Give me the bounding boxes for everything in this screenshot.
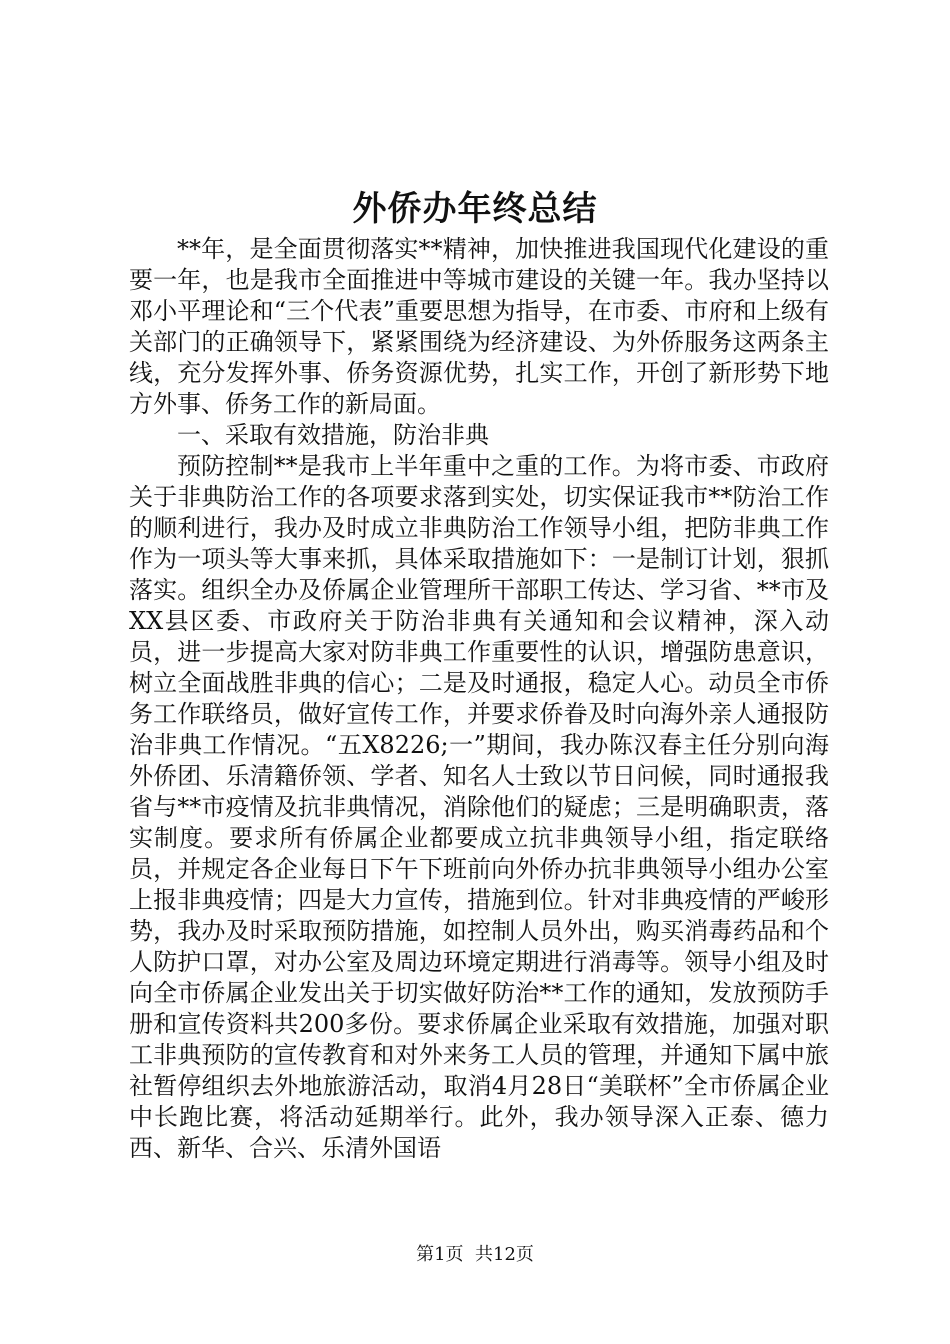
document-title: 外侨办年终总结 [352, 189, 598, 229]
intro-paragraph: **年，是全面贯彻落实**精神，加快推进我国现代化建设的重要一年，也是我市全面推进中等城市建设的关键一年。我办坚持以邓小平理论和“三个代表”重要思想为指导，在市委、市府和上级有关部门的正确领导下，紧紧围绕为经济建设、为外侨服务这两条主线，充分发挥外事、侨务资源优势，扎实工作，开创了新形势下地方外事、侨务工作的新局面。 [129, 235, 829, 418]
body-paragraph: 预防控制**是我市上半年重中之重的工作。为将市委、市政府关于非典防治工作的各项要求落到实处，切实保证我市**防治工作的顺利进行，我办及时成立非典防治工作领导小组，把防非典工作作为一项头等大事来抓，具体采取措施如下：一是制订计划，狠抓落实。组织全办及侨属企业管理所干部职工传达、学习省、**市及XX县区委、市政府关于防治非典有关通知和会议精神，深入动员，进一步提高大家对防非典工作重要性的认识，增强防患意识，树立全面战胜非典的信心；二是及时通报，稳定人心。动员全市侨务工作联络员，做好宣传工作，并要求侨眷及时向海外亲人通报防治非典工作情况。“五X8226;一”期间，我办陈汉春主任分别向海外侨团、乐清籍侨领、学者、知名人士致以节日问候，同时通报我省与**市疫情及抗非典情况，消除他们的疑虑；三是明确职责，落实制度。要求所有侨属企业都要成立抗非典领导小组，指定联络员，并规定各企业每日下午下班前向外侨办抗非典领导小组办公室上报非典疫情；四是大力宣传，措施到位。针对非典疫情的严峻形势，我办及时采取预防措施，如控制人员外出，购买消毒药品和个人防护口罩，对办公室及周边环境定期进行消毒等。领导小组及时向全市侨属企业发出关于切实做好防治**工作的通知，发放预防手册和宣传资料共200多份。要求侨属企业采取有效措施，加强对职工非典预防的宣传教育和对外来务工人员的管理，并通知下属中旅社暂停组织去外地旅游活动，取消4月28日“美联杯”全市侨属企业中长跑比赛，将活动延期举行。此外，我办领导深入正泰、德力西、新华、合兴、乐清外国语 [129, 452, 829, 1162]
section-heading: 一、采取有效措施，防治非典 [177, 421, 489, 449]
page-footer [0, 1243, 950, 1267]
page-number-label: 第1页 共12页 [416, 1244, 534, 1265]
document-body [129, 234, 829, 1164]
